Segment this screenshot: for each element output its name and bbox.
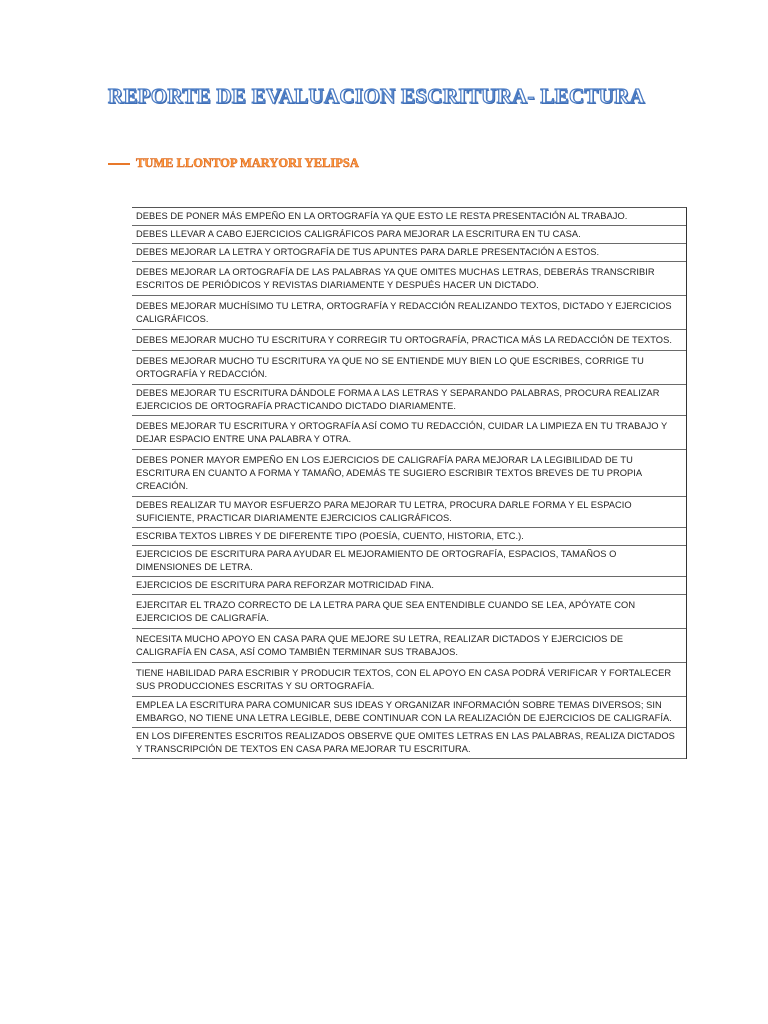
dash-marker (108, 163, 130, 165)
table-row: EMPLEA LA ESCRITURA PARA COMUNICAR SUS IDEAS Y ORGANIZAR INFORMACIÓN SOBRE TEMAS DIVERSOS; SIN EMBARGO, NO TIENE UNA LETRA LEGIBLE, DEBE CONTINUAR CON LA REALIZACIÓN DE EJERCICIOS DE CALIGRAFÍA. (132, 697, 686, 728)
table-row: EJERCICIOS DE ESCRITURA PARA AYUDAR EL MEJORAMIENTO DE ORTOGRAFÍA, ESPACIOS, TAMAÑOS O DIMENSIONES DE LETRA. (132, 546, 686, 577)
table-row: TIENE HABILIDAD PARA ESCRIBIR Y PRODUCIR TEXTOS, CON EL APOYO EN CASA PODRÁ VERIFICAR Y FORTALECER SUS PRODUCCIONES ESCRITAS Y SU ORTOGRAFÍA. (132, 663, 686, 697)
table-row: DEBES MEJORAR TU ESCRITURA DÁNDOLE FORMA A LAS LETRAS Y SEPARANDO PALABRAS, PROCURA REALIZAR EJERCICIOS DE ORTOGRAFÍA PRACTICANDO DICTADO DIARIAMENTE. (132, 385, 686, 416)
table-row: EN LOS DIFERENTES ESCRITOS REALIZADOS OBSERVE QUE OMITES LETRAS EN LAS PALABRAS, REALIZA DICTADOS Y TRANSCRIPCIÓN DE TEXTOS EN CASA PARA MEJORAR TU ESCRITURA. (132, 728, 686, 759)
student-line (108, 156, 359, 171)
table-row: DEBES MEJORAR TU ESCRITURA Y ORTOGRAFÍA ASÍ COMO TU REDACCIÓN, CUIDAR LA LIMPIEZA EN TU TRABAJO Y DEJAR ESPACIO ENTRE UNA PALABRA Y OTRA. (132, 416, 686, 450)
table-row: ESCRIBA TEXTOS LIBRES Y DE DIFERENTE TIPO (POESÍA, CUENTO, HISTORIA, ETC.). (132, 528, 686, 546)
table-row: EJERCITAR EL TRAZO CORRECTO DE LA LETRA PARA QUE SEA ENTENDIBLE CUANDO SE LEA, APÓYATE CON EJERCICIOS DE CALIGRAFÍA. (132, 595, 686, 629)
table-row: DEBES MEJORAR LA LETRA Y ORTOGRAFÍA DE TUS APUNTES PARA DARLE PRESENTACIÓN A ESTOS. (132, 244, 686, 262)
student-name: TUME LLONTOP MARYORI YELIPSA (136, 156, 359, 170)
report-title: REPORTE DE EVALUACION ESCRITURA- LECTURA (108, 84, 646, 108)
table-row: DEBES MEJORAR LA ORTOGRAFÍA DE LAS PALABRAS YA QUE OMITES MUCHAS LETRAS, DEBERÁS TRANSCRIBIR ESCRITOS DE PERIÓDICOS Y REVISTAS DIARIAMENTE Y DESPUÉS HACER UN DICTADO. (132, 262, 686, 296)
table-row: DEBES MEJORAR MUCHO TU ESCRITURA YA QUE NO SE ENTIENDE MUY BIEN LO QUE ESCRIBES, CORRIGE TU ORTOGRAFÍA Y REDACCIÓN. (132, 351, 686, 385)
table-row: DEBES PONER MAYOR EMPEÑO EN LOS EJERCICIOS DE CALIGRAFÍA PARA MEJORAR LA LEGIBILIDAD DE TU ESCRITURA EN CUANTO A FORMA Y TAMAÑO, ADEMÁS TE SUGIERO ESCRIBIR TEXTOS BREVES DE TU PROPIA CREACIÓN. (132, 450, 686, 497)
table-row: DEBES DE PONER MÁS EMPEÑO EN LA ORTOGRAFÍA YA QUE ESTO LE RESTA PRESENTACIÓN AL TRABAJO. (132, 208, 686, 226)
table-row: EJERCICIOS DE ESCRITURA PARA REFORZAR MOTRICIDAD FINA. (132, 577, 686, 595)
table-row: DEBES MEJORAR MUCHO TU ESCRITURA Y CORREGIR TU ORTOGRAFÍA, PRACTICA MÁS LA REDACCIÓN DE TEXTOS. (132, 330, 686, 351)
table-row: DEBES LLEVAR A CABO EJERCICIOS CALIGRÁFICOS PARA MEJORAR LA ESCRITURA EN TU CASA. (132, 226, 686, 244)
table-row: DEBES REALIZAR TU MAYOR ESFUERZO PARA MEJORAR TU LETRA, PROCURA DARLE FORMA Y EL ESPACIO SUFICIENTE, PRACTICAR DIARIAMENTE EJERCICIOS CALIGRÁFICOS. (132, 497, 686, 528)
table-row: DEBES MEJORAR MUCHÍSIMO TU LETRA, ORTOGRAFÍA Y REDACCIÓN REALIZANDO TEXTOS, DICTADO Y EJERCICIOS CALIGRÁFICOS. (132, 296, 686, 330)
table-row: NECESITA MUCHO APOYO EN CASA PARA QUE MEJORE SU LETRA, REALIZAR DICTADOS Y EJERCICIOS DE CALIGRAFÍA EN CASA, ASÍ COMO TAMBIÉN TERMINAR SUS TRABAJOS. (132, 629, 686, 663)
evaluation-table (132, 207, 687, 759)
